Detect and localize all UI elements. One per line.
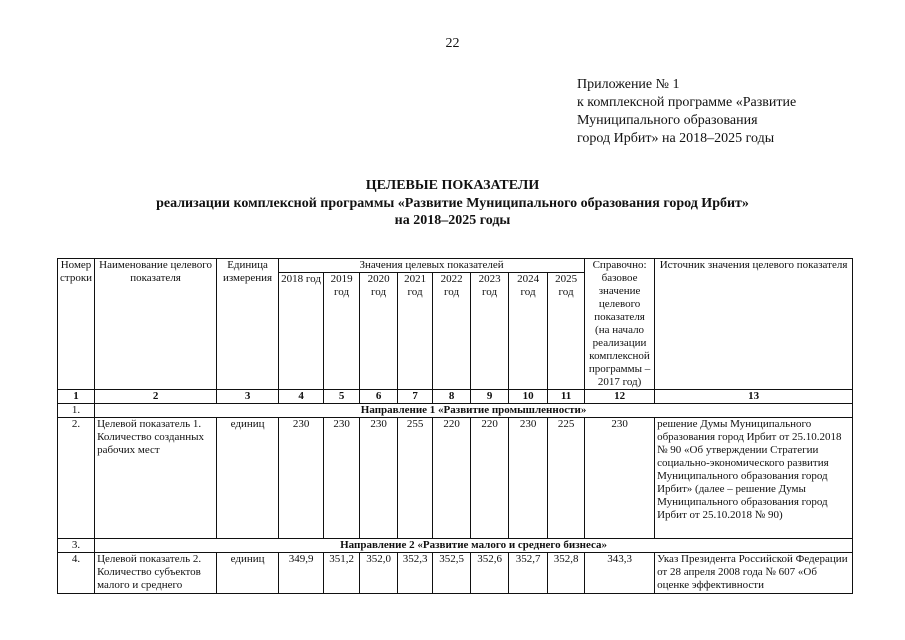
- indicator-value: 230: [279, 418, 324, 539]
- header-year: 2020 год: [360, 273, 398, 390]
- direction-heading: Направление 2 «Развитие малого и среднего бизнеса»: [95, 539, 853, 553]
- column-number: 1: [58, 390, 95, 404]
- table-row: [58, 539, 853, 553]
- header-indicator-name: Наименование целевого показателя: [95, 259, 217, 390]
- row-number: 2.: [58, 418, 95, 539]
- table-row: [58, 418, 853, 539]
- column-number: 3: [217, 390, 279, 404]
- row-number: 3.: [58, 539, 95, 553]
- header-year: 2019 год: [324, 273, 360, 390]
- indicator-unit: единиц: [217, 418, 279, 539]
- document-subtitle-years: на 2018–2025 годы: [394, 213, 511, 228]
- indicator-value: 225: [548, 418, 585, 539]
- header-year: 2018 год: [279, 273, 324, 390]
- appendix-line: город Ирбит» на 2018–2025 годы: [577, 131, 775, 146]
- column-number: 4: [279, 390, 324, 404]
- reference-value: 343,3: [585, 553, 655, 594]
- indicator-source: решение Думы Муниципального образования город Ирбит от 25.10.2018 № 90 «Об утверждении Стратегии социально-экономического развития Муниципального образования город Ирбит» (далее – решение Думы Муниципального образования город Ирбит от 25.10.2018 № 90): [655, 418, 853, 539]
- indicator-value: 220: [433, 418, 471, 539]
- header-year: 2023 год: [471, 273, 509, 390]
- indicator-value: 352,3: [398, 553, 433, 594]
- appendix-line: Приложение № 1: [577, 77, 680, 92]
- appendix-line: Муниципального образования: [577, 113, 758, 128]
- table-row: [58, 404, 853, 418]
- table-row: [58, 553, 853, 594]
- indicator-value: 255: [398, 418, 433, 539]
- indicator-value: 352,5: [433, 553, 471, 594]
- indicator-value: 352,6: [471, 553, 509, 594]
- indicator-name: Целевой показатель 2. Количество субъектов малого и среднего: [95, 553, 217, 594]
- indicator-value: 352,8: [548, 553, 585, 594]
- appendix-note: [577, 76, 877, 148]
- column-number: 7: [398, 390, 433, 404]
- header-reference: Справочно: базовое значение целевого показателя (на начало реализации комплексной программы – 2017 год): [585, 259, 655, 390]
- row-number: 4.: [58, 553, 95, 594]
- column-number: 6: [360, 390, 398, 404]
- direction-heading: Направление 1 «Развитие промышленности»: [95, 404, 853, 418]
- column-number: 11: [548, 390, 585, 404]
- column-number: 5: [324, 390, 360, 404]
- header-row-number: Номер строки: [58, 259, 95, 390]
- indicator-value: 352,7: [509, 553, 548, 594]
- row-number: 1.: [58, 404, 95, 418]
- document-title: ЦЕЛЕВЫЕ ПОКАЗАТЕЛИ: [365, 178, 540, 193]
- indicator-value: 220: [471, 418, 509, 539]
- indicator-value: 349,9: [279, 553, 324, 594]
- column-number: 10: [509, 390, 548, 404]
- column-number: 9: [471, 390, 509, 404]
- indicator-source: Указ Президента Российской Федерации от 28 апреля 2008 года № 607 «Об оценке эффективности: [655, 553, 853, 594]
- indicator-name: Целевой показатель 1. Количество созданных рабочих мест: [95, 418, 217, 539]
- indicator-value: 352,0: [360, 553, 398, 594]
- column-number: 13: [655, 390, 853, 404]
- document-subtitle: реализации комплексной программы «Развитие Муниципального образования город Ирбит»: [156, 196, 749, 211]
- header-year: 2021 год: [398, 273, 433, 390]
- header-unit: Единица измерения: [217, 259, 279, 390]
- indicator-value: 230: [360, 418, 398, 539]
- column-number: 12: [585, 390, 655, 404]
- indicator-unit: единиц: [217, 553, 279, 594]
- header-source: Источник значения целевого показателя: [655, 259, 853, 390]
- column-number: 2: [95, 390, 217, 404]
- header-year: 2025 год: [548, 273, 585, 390]
- header-values-group: Значения целевых показателей: [279, 259, 585, 273]
- column-number: 8: [433, 390, 471, 404]
- indicator-value: 351,2: [324, 553, 360, 594]
- header-year: 2022 год: [433, 273, 471, 390]
- indicator-value: 230: [509, 418, 548, 539]
- indicator-value: 230: [324, 418, 360, 539]
- appendix-line: к комплексной программе «Развитие: [577, 95, 797, 110]
- reference-value: 230: [585, 418, 655, 539]
- header-year: 2024 год: [509, 273, 548, 390]
- page-number: 22: [445, 36, 460, 51]
- column-numbers-row: [58, 390, 853, 404]
- indicators-table: [57, 258, 853, 594]
